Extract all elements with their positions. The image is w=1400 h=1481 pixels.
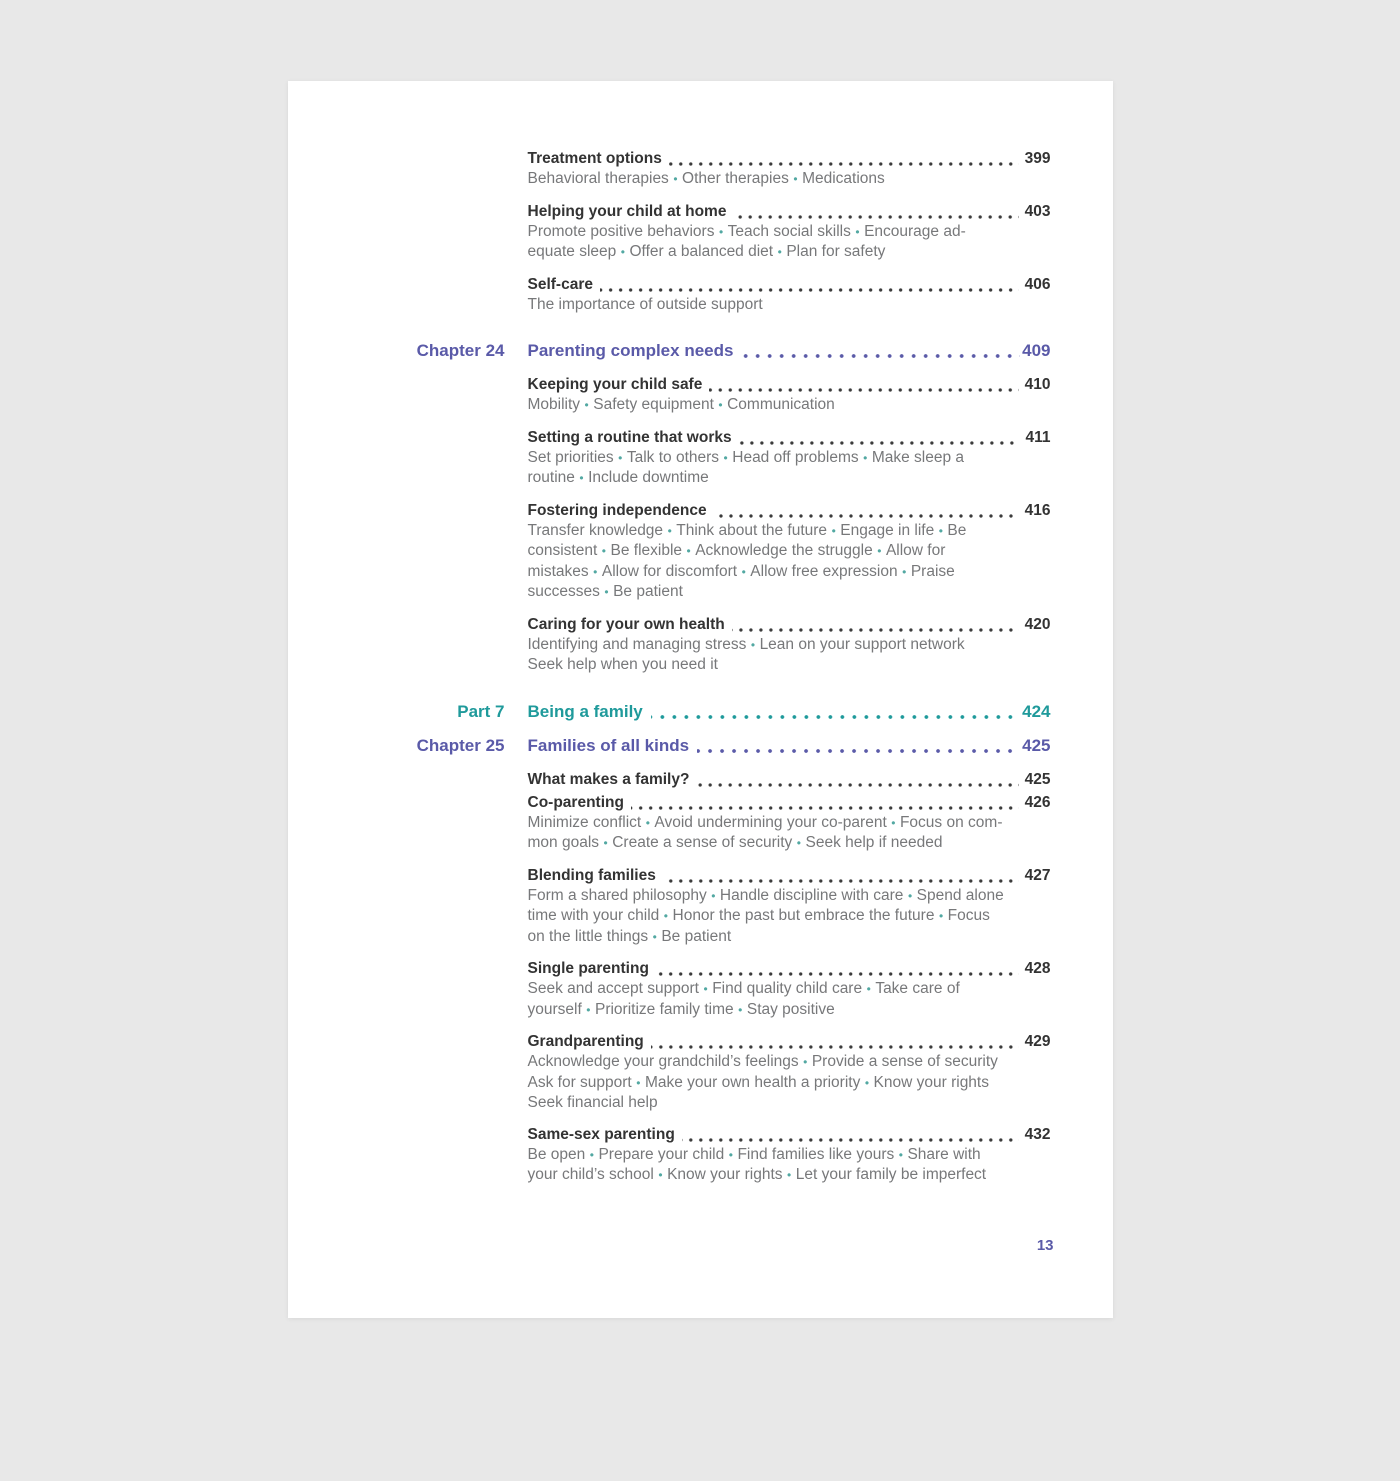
bullet-separator: • xyxy=(741,564,746,579)
topic-text: Be patient xyxy=(613,583,683,600)
topic-line xyxy=(528,1052,1051,1073)
toc-entry-page-number: 427 xyxy=(1024,866,1051,884)
dot-leader xyxy=(696,783,1018,787)
chapter-page-number: 425 xyxy=(1022,735,1051,755)
topic-line xyxy=(528,222,1051,243)
label-spacer xyxy=(288,501,505,603)
topic-text: Mobility xyxy=(527,396,581,413)
toc-entry-title-line xyxy=(528,275,1051,295)
topic-text: yourself xyxy=(527,1000,582,1018)
toc-entry-page-number: 428 xyxy=(1024,960,1051,977)
topic-text: mistakes xyxy=(527,562,589,580)
topic-text: Acknowledge your grandchild’s feelings xyxy=(527,1053,799,1070)
toc-entry-title-line xyxy=(528,770,1051,790)
topic-text: Offer a balanced diet xyxy=(629,243,774,260)
bullet-separator: • xyxy=(793,172,798,186)
toc-entry-main xyxy=(528,501,1051,603)
bullet-separator: • xyxy=(603,836,608,850)
toc-entry-title-line xyxy=(528,1125,1051,1145)
bullet-separator: • xyxy=(579,471,584,485)
toc-heading-line xyxy=(528,736,1051,756)
bullet-separator: • xyxy=(728,1147,733,1162)
topic-text: Know your rights xyxy=(873,1073,989,1091)
toc-entry-main xyxy=(528,428,1051,489)
topic-text: Know your rights xyxy=(667,1166,783,1183)
toc-entries xyxy=(288,149,1113,1186)
toc-entry-title-line xyxy=(528,202,1051,222)
dot-leader xyxy=(651,715,1020,719)
toc-entry-page-number: 406 xyxy=(1024,275,1051,293)
topic-text: Lean on your support network xyxy=(759,635,965,653)
toc-entry-title-line xyxy=(528,375,1051,395)
toc-entry-page-number: 429 xyxy=(1024,1033,1051,1050)
bullet-separator: • xyxy=(645,815,650,830)
part-page-number: 424 xyxy=(1022,701,1051,721)
bullet-separator: • xyxy=(663,909,668,923)
dot-leader xyxy=(732,628,1019,632)
topic-line xyxy=(528,468,1051,489)
topic-line xyxy=(528,1145,1051,1166)
bullet-separator: • xyxy=(750,637,756,652)
bullet-separator: • xyxy=(703,982,708,996)
bullet-separator: • xyxy=(831,523,836,538)
label-spacer xyxy=(288,866,505,948)
topic-line xyxy=(528,906,1051,927)
bullet-separator: • xyxy=(855,224,860,239)
topic-line xyxy=(528,1093,1051,1113)
chapter-title: Families of all kinds xyxy=(527,735,690,755)
topic-line xyxy=(528,1073,1051,1094)
topic-text: Stay positive xyxy=(746,1000,835,1018)
topic-text: Seek financial help xyxy=(527,1094,658,1111)
topic-text: Prioritize family time xyxy=(594,1000,734,1018)
label-spacer xyxy=(288,615,505,675)
topic-text: your child’s school xyxy=(527,1166,654,1183)
bullet-separator: • xyxy=(866,982,871,996)
topic-text: Transfer knowledge xyxy=(527,521,664,539)
topic-text: Take care of xyxy=(875,980,960,997)
toc-entry-topics xyxy=(528,395,1051,416)
topic-text: Allow for xyxy=(885,542,946,559)
toc-entry-page-number: 410 xyxy=(1024,376,1051,393)
dot-leader xyxy=(651,1045,1019,1049)
toc-entry-title-line xyxy=(528,501,1051,521)
toc-entry-title: Self-care xyxy=(527,275,593,293)
label-spacer xyxy=(288,1032,505,1113)
toc-entry-page-number: 425 xyxy=(1024,770,1051,788)
dot-leader xyxy=(714,514,1019,518)
bullet-separator: • xyxy=(589,1147,594,1162)
toc-entry-title-line xyxy=(528,615,1051,635)
topic-text: consistent xyxy=(527,542,598,559)
toc-entry xyxy=(288,866,1113,948)
topic-text: Seek and accept support xyxy=(527,980,699,997)
topic-text: Set priorities xyxy=(527,448,614,466)
toc-entry-page-number: 399 xyxy=(1024,150,1051,167)
bullet-separator: • xyxy=(686,544,691,558)
toc-heading-line xyxy=(528,341,1051,361)
bullet-separator: • xyxy=(877,544,882,558)
topic-text: Be patient xyxy=(661,927,732,945)
toc-entry-title: Keeping your child safe xyxy=(527,376,703,393)
bullet-separator: • xyxy=(863,450,868,465)
topic-text: Be flexible xyxy=(610,542,683,559)
dot-leader xyxy=(669,162,1019,166)
bullet-separator: • xyxy=(898,1147,903,1162)
toc-entry-topics xyxy=(528,1052,1051,1113)
topic-text: Find families like yours xyxy=(737,1145,895,1163)
toc-part-row xyxy=(288,702,1113,722)
part-label: Part 7 xyxy=(457,701,505,721)
topic-line xyxy=(528,813,1051,834)
toc-entry xyxy=(288,615,1113,675)
bullet-separator: • xyxy=(938,523,943,538)
toc-entry-title: Treatment options xyxy=(527,150,662,167)
topic-text: Make your own health a priority xyxy=(644,1073,861,1091)
topic-text: Minimize conflict xyxy=(527,813,642,831)
topic-text: Make sleep a xyxy=(871,448,965,466)
toc-entry-title-line xyxy=(528,866,1051,886)
toc-entry-topics xyxy=(528,1145,1051,1186)
topic-text: time with your child xyxy=(527,907,660,924)
label-spacer xyxy=(288,275,505,315)
topic-line xyxy=(528,562,1051,583)
topic-text: on the little things xyxy=(527,927,649,945)
toc-entry-main xyxy=(528,1125,1051,1186)
topic-text: successes xyxy=(527,583,600,600)
dot-leader xyxy=(663,879,1019,883)
topic-text: Focus xyxy=(947,907,990,924)
dot-leader xyxy=(733,215,1018,219)
topic-text: Other therapies xyxy=(682,170,789,187)
toc-entry xyxy=(288,501,1113,603)
bullet-separator: • xyxy=(673,172,678,186)
toc-entry-page-number: 416 xyxy=(1024,501,1051,519)
toc-entry-main xyxy=(528,866,1051,948)
topic-line xyxy=(528,448,1051,469)
topic-text: Promote positive behaviors xyxy=(527,222,715,240)
topic-line xyxy=(528,655,1051,675)
topic-line xyxy=(528,833,1051,854)
topic-text: Handle discipline with care xyxy=(719,886,904,904)
toc-entry-page-number: 420 xyxy=(1024,615,1051,633)
toc-entry-title: Grandparenting xyxy=(527,1033,644,1050)
toc-entry-main xyxy=(528,793,1051,854)
bullet-separator: • xyxy=(718,398,723,412)
topic-text: Teach social skills xyxy=(727,222,851,240)
topic-text: Plan for safety xyxy=(786,243,886,260)
bullet-separator: • xyxy=(652,929,657,944)
topic-text: Ask for support xyxy=(527,1073,632,1091)
topic-text: Honor the past but embrace the future xyxy=(672,907,935,924)
topic-line xyxy=(528,521,1051,542)
topic-line xyxy=(528,886,1051,907)
topic-text: The importance of outside support xyxy=(527,295,763,313)
topic-line xyxy=(528,979,1051,1000)
toc-entry xyxy=(288,149,1113,190)
toc-entry-topics xyxy=(528,295,1051,315)
topic-text: mon goals xyxy=(527,834,600,851)
topic-text: Behavioral therapies xyxy=(527,170,669,187)
label-spacer xyxy=(288,202,505,263)
topic-text: Think about the future xyxy=(676,521,828,539)
toc-entry xyxy=(288,770,1113,790)
topic-text: Allow for discomfort xyxy=(601,562,738,580)
topic-text: Encourage ad- xyxy=(864,222,966,240)
toc-entry-topics xyxy=(528,635,1051,675)
bullet-separator: • xyxy=(902,564,907,579)
label-spacer xyxy=(288,149,505,190)
topic-text: Seek help when you need it xyxy=(527,656,718,673)
toc-entry-topics xyxy=(528,222,1051,263)
topic-text: Share with xyxy=(907,1145,981,1163)
toc-entry-title-line xyxy=(528,149,1051,169)
toc-entry-page-number: 432 xyxy=(1024,1125,1051,1143)
part-title: Being a family xyxy=(527,701,643,721)
bullet-separator: • xyxy=(723,450,728,465)
bullet-separator: • xyxy=(593,564,598,579)
label-spacer xyxy=(288,1125,505,1186)
toc-entry-title: Setting a routine that works xyxy=(527,428,732,446)
bullet-separator: • xyxy=(658,1168,663,1182)
toc-entry xyxy=(288,275,1113,315)
chapter-page-number: 409 xyxy=(1022,341,1051,360)
bullet-separator: • xyxy=(620,245,625,259)
toc-chapter-row xyxy=(288,341,1113,361)
dot-leader xyxy=(709,388,1018,392)
toc-entry-title-line xyxy=(528,428,1051,448)
topic-text: routine xyxy=(527,469,575,486)
topic-text: Praise xyxy=(910,562,955,580)
dot-leader xyxy=(739,441,1020,445)
toc-entry-main xyxy=(528,1032,1051,1113)
topic-text: Prepare your child xyxy=(598,1145,725,1163)
topic-line xyxy=(528,1000,1051,1021)
chapter-label: Chapter 25 xyxy=(416,735,505,755)
topic-text: Medications xyxy=(802,170,885,187)
bullet-separator: • xyxy=(796,836,801,850)
toc-entry-main xyxy=(528,959,1051,1020)
dot-leader xyxy=(741,354,1020,358)
topic-text: Head off problems xyxy=(732,448,859,466)
toc-entry-title: Same-sex parenting xyxy=(527,1125,675,1143)
toc-entry-main xyxy=(528,275,1051,315)
toc-entry-title: Caring for your own health xyxy=(527,615,725,633)
bullet-separator: • xyxy=(604,585,609,599)
label-spacer xyxy=(288,428,505,489)
topic-text: Acknowledge the struggle xyxy=(695,542,873,559)
topic-text: Safety equipment xyxy=(593,396,714,413)
toc-entry xyxy=(288,1032,1113,1113)
topic-line xyxy=(528,169,1051,190)
topic-text: Provide a sense of security xyxy=(811,1053,998,1070)
toc-entry-title: What makes a family? xyxy=(527,770,690,788)
toc-entry-page-number: 411 xyxy=(1025,428,1051,446)
toc-entry-title: Fostering independence xyxy=(527,501,707,519)
page-footer-number: 13 xyxy=(1036,1237,1054,1254)
bullet-separator: • xyxy=(738,1002,743,1017)
bullet-separator: • xyxy=(938,909,944,923)
topic-line xyxy=(528,295,1051,315)
topic-text: Focus on com- xyxy=(899,813,1003,831)
topic-text: Be open xyxy=(527,1145,586,1163)
topic-text: Be xyxy=(947,521,967,539)
bullet-separator: • xyxy=(601,544,606,558)
topic-text: Talk to others xyxy=(626,448,720,466)
toc-entry-main xyxy=(528,375,1051,416)
dot-leader xyxy=(682,1138,1019,1142)
toc-entry-topics xyxy=(528,521,1051,603)
toc-entry-topics xyxy=(528,448,1051,489)
topic-line xyxy=(528,582,1051,603)
toc-entry xyxy=(288,202,1113,263)
bullet-separator: • xyxy=(667,523,672,538)
bullet-separator: • xyxy=(891,815,896,830)
topic-text: Spend alone xyxy=(916,886,1004,904)
toc-entry-topics xyxy=(528,813,1051,854)
toc-entry-title-line xyxy=(528,793,1051,813)
toc-entry-page-number: 403 xyxy=(1024,202,1051,220)
toc-entry-main xyxy=(528,770,1051,790)
topic-text: Engage in life xyxy=(840,521,935,539)
toc-entry xyxy=(288,959,1113,1020)
toc-entry-topics xyxy=(528,886,1051,948)
bullet-separator: • xyxy=(777,245,782,259)
toc-heading-line xyxy=(528,702,1051,722)
label-spacer xyxy=(288,959,505,1020)
topic-text: Form a shared philosophy xyxy=(527,886,707,904)
topic-line xyxy=(528,541,1051,562)
topic-line xyxy=(528,242,1051,263)
chapter-title: Parenting complex needs xyxy=(527,341,734,360)
toc-entry-title: Blending families xyxy=(527,866,656,884)
topic-text: Let your family be imperfect xyxy=(795,1166,987,1183)
toc-entry xyxy=(288,1125,1113,1186)
topic-text: Communication xyxy=(727,396,835,413)
book-page xyxy=(288,81,1113,1318)
toc-entry-title-line xyxy=(528,1032,1051,1052)
toc-entry-title: Helping your child at home xyxy=(527,202,727,220)
dot-leader xyxy=(656,972,1019,976)
topic-text: Include downtime xyxy=(588,469,709,486)
bullet-separator: • xyxy=(864,1075,870,1090)
topic-line xyxy=(528,395,1051,416)
topic-line xyxy=(528,1165,1051,1186)
toc-entry-title-line xyxy=(528,959,1051,979)
topic-text: Find quality child care xyxy=(712,980,863,997)
topic-text: Avoid undermining your co-parent xyxy=(654,813,887,831)
toc-entry xyxy=(288,375,1113,416)
toc-entry-topics xyxy=(528,979,1051,1020)
bullet-separator: • xyxy=(618,450,623,465)
toc-chapter-row xyxy=(288,736,1113,756)
bullet-separator: • xyxy=(636,1075,641,1090)
toc-entry-title: Co-parenting xyxy=(527,793,624,811)
topic-line xyxy=(528,927,1051,948)
chapter-label: Chapter 24 xyxy=(416,341,505,360)
toc-entry-page-number: 426 xyxy=(1024,793,1051,811)
topic-text: equate sleep xyxy=(527,243,617,260)
label-spacer xyxy=(288,770,505,790)
toc-entry-main xyxy=(528,202,1051,263)
dot-leader xyxy=(631,806,1019,810)
dot-leader xyxy=(697,749,1020,753)
topic-text: Seek help if needed xyxy=(805,834,943,851)
toc-entry xyxy=(288,428,1113,489)
topic-text: Identifying and managing stress xyxy=(527,635,747,653)
bullet-separator: • xyxy=(803,1055,808,1069)
toc-entry-title: Single parenting xyxy=(527,960,649,977)
topic-text: Allow free expression xyxy=(750,562,898,580)
toc-entry xyxy=(288,793,1113,854)
toc-entry-topics xyxy=(528,169,1051,190)
topic-text: Create a sense of security xyxy=(612,834,793,851)
bullet-separator: • xyxy=(711,888,716,903)
topic-line xyxy=(528,635,1051,656)
bullet-separator: • xyxy=(787,1168,792,1182)
bullet-separator: • xyxy=(907,888,913,903)
bullet-separator: • xyxy=(718,224,724,239)
bullet-separator: • xyxy=(584,398,589,412)
toc-entry-main xyxy=(528,149,1051,190)
bullet-separator: • xyxy=(586,1002,591,1017)
dot-leader xyxy=(600,288,1019,292)
label-spacer xyxy=(288,375,505,416)
toc-entry-main xyxy=(528,615,1051,675)
label-spacer xyxy=(288,793,505,854)
